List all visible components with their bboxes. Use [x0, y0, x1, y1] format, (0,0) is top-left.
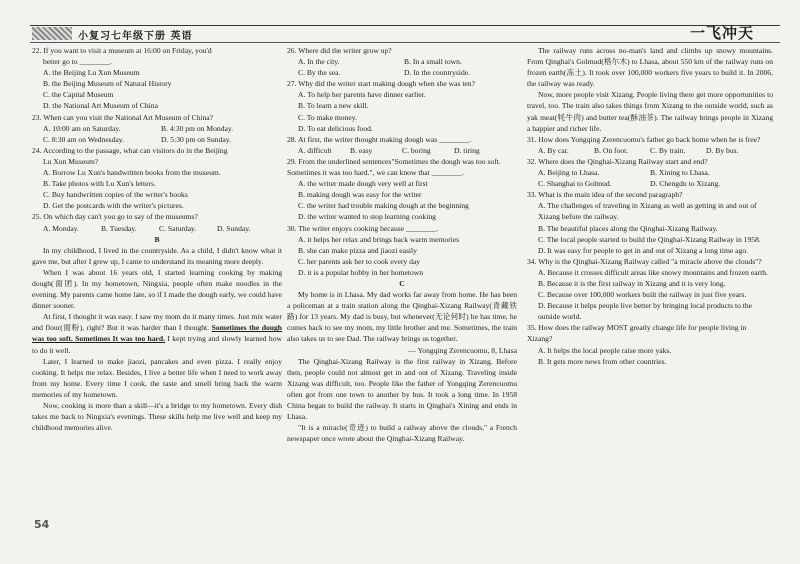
question-30: 30. The writer enjoys cooking because ________. [287, 223, 439, 233]
passage-paragraph: "It is a miracle(奇迹) to build a railway above the clouds," a French newspaper once wrote about the Qinghai-Xizang Railway. [287, 423, 517, 444]
column-middle [287, 45, 517, 444]
passage-paragraph: Now, cooking is more than a skill—it's a bridge to my hometown. Every dish takes me back to Ningxia's evenings. These skills help me live well and keep my childhood memories alive. [32, 401, 282, 433]
option: C. Saturday. [159, 223, 197, 233]
options-row [32, 123, 282, 134]
option: C. Buy handwritten copies of the writer's books [43, 190, 188, 200]
option: B. To learn a new skill. [298, 101, 369, 111]
option: D. To eat delicious food. [298, 123, 373, 133]
question-28: 28. At first, the writer thought making dough was ________. [287, 134, 472, 144]
passage-signoff: — Yongqing Zerencuomu, 8, Lhasa [408, 345, 517, 355]
option: B. The beautiful places along the Qinghai-Xizang Railway. [538, 223, 718, 233]
option: A. Borrow Lu Xun's handwritten books from the museum. [43, 168, 221, 178]
column-right [527, 45, 773, 367]
option: C. By the sea. [298, 68, 341, 78]
question-25: 25. On which day can't you go to say of the museums? [32, 212, 198, 222]
passage-paragraph [32, 311, 282, 355]
option: B. Tuesday. [101, 223, 137, 233]
option: D. the National Art Museum of China [43, 101, 158, 111]
option: C. the Capital Museum [43, 90, 114, 100]
option: A. Monday. [43, 223, 79, 233]
passage-paragraph: Later, I learned to make jiaozi, pancakes and even pizza. I really enjoy cooking. It helps me relax. Besides, I live a better life when I need to work away from my home. Every time I cook, the taste and smell bring back the warm memories of my hometown. [32, 356, 282, 399]
options-row [32, 223, 282, 234]
column-left [32, 45, 282, 433]
option: B. she can make pizza and jiaozi easily [298, 245, 417, 255]
option: D. In the countryside. [404, 68, 471, 78]
passage-paragraph: When I was about 16 years old, I started learning cooking by making dough(面团). In my hometown, Ningxia, people often make noodles in the evening. My parents came home late, so if I made the dough early, we could have dinner sooner. [32, 267, 282, 311]
option: B. In a small town. [404, 57, 462, 67]
option: A. It helps the local people raise more yaks. [538, 345, 672, 355]
underlined-sentence: Sometimes the dough was too soft. Sometimes It was too hard. [32, 323, 282, 344]
passage-paragraph: Now, more people visit Xizang. People living there get more opportunities to travel, too. The train also takes things from Xizang to the outside world, such as yak meat(牦牛肉) and butter tea(酥油茶). The railway brings people in Xizang a happier and richer life. [527, 90, 773, 133]
option: B. Take photos with Lu Xun's letters. [43, 179, 156, 189]
page-number: 54 [34, 518, 50, 531]
option: D. tiring [454, 145, 480, 155]
logo-pattern [32, 27, 72, 40]
option: B. 4:30 pm on Monday. [161, 123, 234, 133]
question-22-cont: better go to ________. [43, 57, 112, 67]
option: D. Chengdu to Xizang. [650, 179, 721, 189]
option: A. 10:00 am on Saturday. [43, 123, 121, 133]
option: B. Because it is the first railway in Xizang and it is very long. [538, 278, 726, 288]
option: C. her parents ask her to cook every day [298, 256, 421, 266]
option: C. To make money. [298, 112, 357, 122]
question-32: 32. Where does the Qinghai-Xizang Railway start and end? [527, 156, 708, 166]
options-row [287, 145, 517, 156]
passage-text: I kept trying and slowly learned how to do it well. [32, 334, 282, 355]
option: A. To help her parents have dinner earlier. [298, 90, 426, 100]
option: A. Beijing to Lhasa. [538, 168, 600, 178]
option: D. Because it helps people live better by bringing local products to the outside world. [538, 301, 753, 322]
header-rule [30, 25, 780, 26]
passage-paragraph: The Qinghai-Xizang Railway is the first railway in Xizang. Before then, people could not almost get in and out of Xizang. Traveling inside Xizang was difficult, too. People like the father of Yongqing Zerencuomu often got from one town to another by bus. It took a long time. In 1958 China began to build the railway. It starts in Qinghai's Xining and ends in Lhasa. [287, 356, 517, 422]
option: A. the writer made dough very well at first [298, 179, 428, 189]
question-35: 35. How does the railway MOST greatly change life for people living in Xizang? [527, 323, 747, 344]
passage-paragraph: My home is in Lhasa. My dad works far away from home. He has been a policeman at a train station along the Qinghai-Xizang Railway(青藏铁路) for 13 years. My dad is busy, but whenever(无论何时) he has time, he comes back to see my mom, my little brother and me. Sometimes, the train also takes us to see Dad. The railway brings us together. [287, 290, 517, 344]
option: B. It gets more news from other countries. [538, 356, 667, 366]
option: B. Xining to Lhasa. [650, 168, 710, 178]
question-24-cont: Lu Xun Museum? [43, 156, 99, 166]
option: B. making dough was easy for the writer [298, 190, 422, 200]
question-29: 29. From the underlined sentences"Sometimes the dough was too soft. Sometimes it was too hard.", we can know that ________. [287, 156, 501, 178]
option: A. The challenges of traveling in Xizang as well as getting in and out of Xizang before the railway. [538, 201, 757, 222]
question-27: 27. Why did the writer start making dough when she was ten? [287, 79, 475, 89]
section-heading-c: C [399, 278, 405, 288]
option: A. By car. [538, 145, 569, 155]
option: B. the Beijing Museum of Natural History [43, 79, 172, 89]
option: D. 5:30 pm on Sunday. [161, 134, 231, 144]
question-23: 23. When can you visit the National Art Museum of China? [32, 112, 214, 122]
option: B. easy [350, 145, 373, 155]
option: A. In the city. [298, 57, 340, 67]
option: A. difficult [298, 145, 332, 155]
option: D. Sunday. [217, 223, 251, 233]
options-row [287, 56, 517, 67]
question-34: 34. Why is the Qinghai-Xizang Railway called "a miracle above the clouds"? [527, 256, 762, 266]
option: D. Get the postcards with the writer's pictures. [43, 201, 184, 211]
option: A. Because it crosses difficult areas like snowy mountains and frozen earth. [538, 267, 768, 277]
header-rule-lower [30, 42, 780, 43]
option: C. Because over 100,000 workers built the railway in just five years. [538, 290, 747, 300]
option: C. the writer had trouble making dough at the beginning [298, 201, 469, 211]
brand-title: 一飞冲天 [690, 24, 755, 42]
question-24: 24. According to the passage, what can visitors do in the Beijing [32, 145, 228, 155]
option: D. By bus. [706, 145, 739, 155]
options-row [32, 134, 282, 145]
option: D. it is a popular hobby in her hometown [298, 267, 424, 277]
question-26: 26. Where did the writer grow up? [287, 46, 392, 55]
question-22: 22. If you want to visit a museum at 16:00 on Friday, you'd [32, 46, 212, 55]
option: A. it helps her relax and brings back warm memories [298, 234, 460, 244]
option: C. Shanghai to Golmud. [538, 179, 612, 189]
book-title: 小复习七年级下册 英语 [78, 31, 193, 42]
options-row [287, 67, 517, 78]
option: B. On foot. [594, 145, 629, 155]
option: A. the Beijing Lu Xun Museum [43, 68, 140, 78]
options-row [527, 178, 773, 189]
passage-text: At first, I thought it was easy. I saw my mom do it many times. Just mix water and flour(面粉), right? But it was harder than I thought. [32, 312, 282, 333]
option: C. The local people started to build the Qinghai-Xizang Railway in 1958. [538, 234, 761, 244]
option: C. By train. [650, 145, 686, 155]
options-row [527, 167, 773, 178]
section-heading-b: B [154, 234, 160, 244]
option: C. boring [402, 145, 431, 155]
option: D. the writer wanted to stop learning cooking [298, 212, 436, 222]
option: C. 8:30 am on Wednesday. [43, 134, 125, 144]
question-33: 33. What is the main idea of the second paragraph? [527, 190, 683, 200]
passage-paragraph: The railway runs across no-man's land and climbs up snowy mountains. From Qinghai's Golmud(格尔木) to Lhasa, about 550 km of the railway runs on frozen earth(冻土). It took over 100,000 workers five years to build it. In 2006, the railway was ready. [527, 46, 773, 89]
question-31: 31. How does Yongqing Zerencuomu's father go back home when he is free? [527, 134, 761, 144]
option: D. It was easy for people to get in and out of Xizang a long time ago. [538, 245, 749, 255]
passage-paragraph: In my childhood, I lived in the countryside. As a child, I didn't know what it gave me, but after I grew up, I came to understand its meaning more deeply. [32, 245, 282, 266]
options-row [527, 145, 773, 156]
